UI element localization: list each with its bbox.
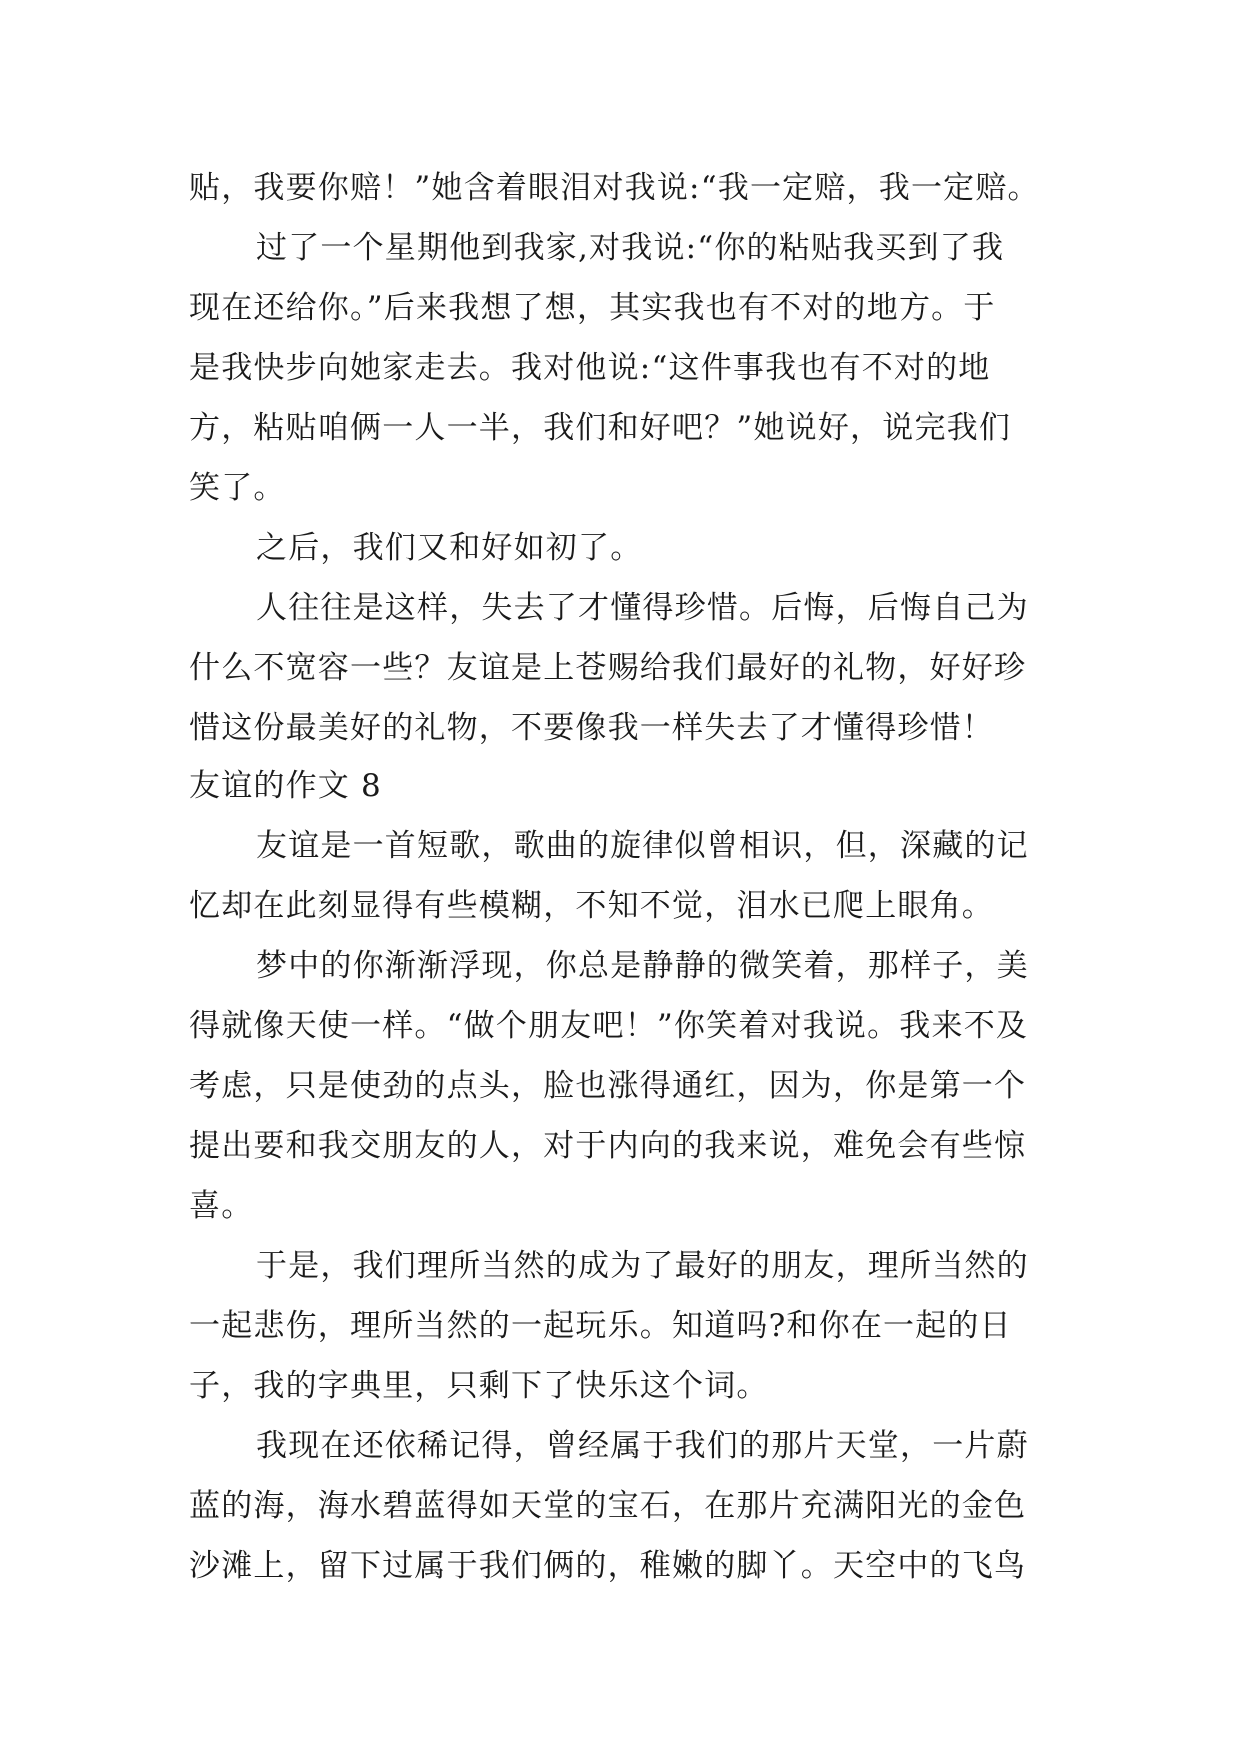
paragraph-start-line: 梦中的你渐渐浮现，你总是静静的微笑着，那样子，美 <box>256 948 1029 984</box>
section-heading: 友谊的作文 8 <box>189 768 382 804</box>
text-line: 提出要和我交朋友的人，对于内向的我来说，难免会有些惊 <box>189 1128 1027 1164</box>
text-line: 方，粘贴咱俩一人一半，我们和好吧？”她说好，说完我们 <box>189 410 1012 446</box>
paragraph-start-line: 之后，我们又和好如初了。 <box>256 530 643 566</box>
text-line: 得就像天使一样。“做个朋友吧！”你笑着对我说。我来不及 <box>189 1008 1029 1044</box>
text-line: 子，我的字典里，只剩下了快乐这个词。 <box>189 1368 769 1404</box>
text-line: 现在还给你。”后来我想了想，其实我也有不对的地方。于 <box>189 290 996 326</box>
text-line: 笑了。 <box>189 470 286 506</box>
text-line: 是我快步向她家走去。我对他说:“这件事我也有不对的地 <box>189 350 991 386</box>
text-line: 蓝的海，海水碧蓝得如天堂的宝石，在那片充满阳光的金色 <box>189 1488 1027 1524</box>
text-line: 忆却在此刻显得有些模糊，不知不觉，泪水已爬上眼角。 <box>189 888 994 924</box>
text-line: 什么不宽容一些？友谊是上苍赐给我们最好的礼物，好好珍 <box>189 650 1027 686</box>
text-line: 沙滩上，留下过属于我们俩的，稚嫩的脚丫。天空中的飞鸟 <box>189 1548 1027 1584</box>
paragraph-start-line: 我现在还依稀记得，曾经属于我们的那片天堂，一片蔚 <box>256 1428 1029 1464</box>
text-line: 喜。 <box>189 1188 254 1224</box>
paragraph-start-line: 过了一个星期他到我家,对我说:“你的粘贴我买到了我 <box>256 230 1005 266</box>
text-line: 惜这份最美好的礼物，不要像我一样失去了才懂得珍惜！ <box>189 710 994 746</box>
paragraph-start-line: 友谊是一首短歌，歌曲的旋律似曾相识，但，深藏的记 <box>256 828 1029 864</box>
paragraph-start-line: 人往往是这样，失去了才懂得珍惜。后悔，后悔自己为 <box>256 590 1029 626</box>
paragraph-start-line: 于是，我们理所当然的成为了最好的朋友，理所当然的 <box>256 1248 1029 1284</box>
text-line: 贴，我要你赔！”她含着眼泪对我说:“我一定赔，我一定赔。 <box>189 170 1040 206</box>
text-line: 一起悲伤，理所当然的一起玩乐。知道吗?和你在一起的日 <box>189 1308 1012 1344</box>
text-line: 考虑，只是使劲的点头，脸也涨得通红，因为，你是第一个 <box>189 1068 1027 1104</box>
